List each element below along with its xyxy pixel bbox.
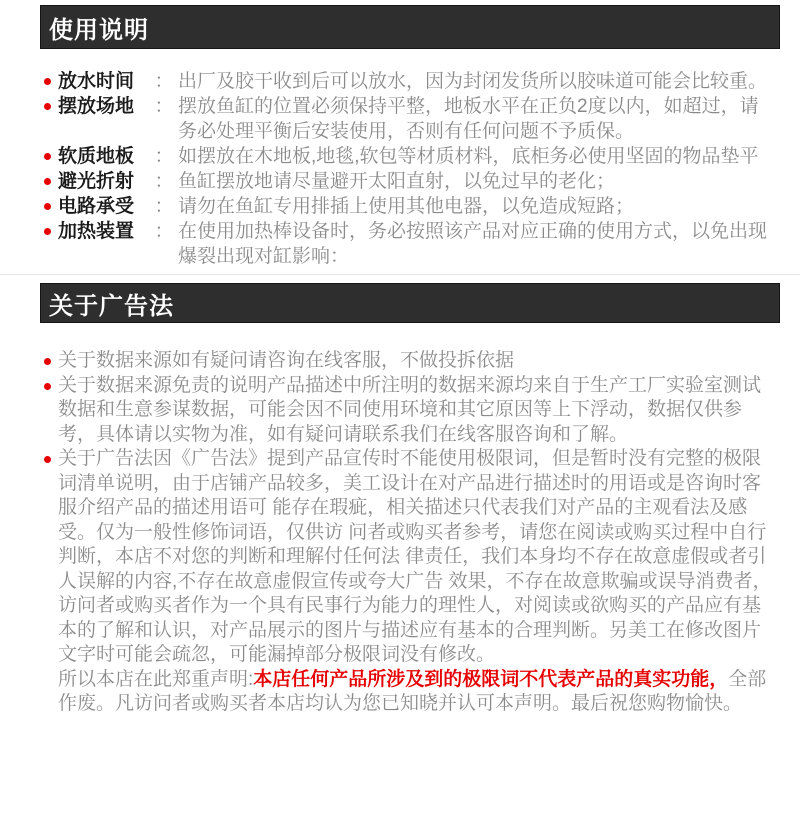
- store-declaration: [58, 668, 776, 717]
- usage-item-water-time: [40, 69, 776, 94]
- usage-section-header: [40, 5, 780, 49]
- declaration-suffix: 全部作废。凡访问者或购买者本店均认为您已知晓并认可本声明。最后祝您购物愉快。: [58, 668, 767, 714]
- declaration-prefix: 所以本店在此郑重声明:: [58, 668, 254, 690]
- label-separator: ：: [154, 171, 174, 192]
- adlaw-item-data-source: [40, 349, 776, 374]
- usage-item-text: 在使用加热棒设备时，务必按照该产品对应正确的使用方式，以免出现爆裂出现对缸影响：: [178, 221, 768, 267]
- usage-item-label: 避光折射: [58, 171, 135, 192]
- usage-item-circuit-load: [40, 194, 776, 219]
- usage-section-title: 使用说明: [49, 16, 149, 44]
- usage-item-soft-floor: [40, 144, 776, 169]
- usage-list: [40, 69, 776, 269]
- adlaw-item-extreme-words: [40, 447, 776, 717]
- bullet-icon: [44, 153, 51, 160]
- label-separator: ：: [154, 96, 174, 117]
- label-separator: ：: [154, 146, 174, 167]
- bullet-icon: [44, 103, 51, 110]
- usage-item-placement-site: [40, 94, 776, 144]
- usage-item-text: 摆放鱼缸的位置必须保持平整，地板水平在正负2度以内，如超过，请务必处理平衡后安装使用，否则有任何问题不予质保。: [178, 96, 759, 142]
- label-separator: ：: [154, 71, 174, 92]
- adlaw-item-body: [58, 447, 776, 717]
- usage-item-label: 软质地板: [58, 146, 135, 167]
- usage-item-label: 加热装置: [58, 221, 135, 242]
- section-divider: [0, 274, 800, 275]
- bullet-icon: [44, 203, 51, 210]
- bullet-icon: [44, 228, 51, 235]
- usage-item-label: 放水时间: [58, 71, 135, 92]
- declaration-highlight: 本店任何产品所涉及到的极限词不代表产品的真实功能，: [253, 668, 729, 690]
- usage-item-heating-device: [40, 219, 776, 269]
- usage-item-text: 如摆放在木地板,地毯,软包等材质材料，底柜务必使用坚固的物品垫平: [178, 146, 759, 167]
- label-separator: ：: [154, 196, 174, 217]
- adlaw-item-text: 关于数据来源如有疑问请咨询在线客服，不做投拆依据: [58, 350, 515, 371]
- bullet-icon: [44, 78, 51, 85]
- adlaw-list: [40, 349, 776, 717]
- product-description-page: [0, 5, 800, 817]
- adlaw-item-data-disclaimer: [40, 374, 776, 448]
- usage-item-text: 请勿在鱼缸专用排插上使用其他电器，以免造成短路；: [178, 196, 635, 217]
- bullet-icon: [44, 383, 51, 390]
- adlaw-section-header: [40, 283, 780, 323]
- bullet-icon: [44, 358, 51, 365]
- label-separator: ：: [154, 221, 174, 242]
- adlaw-item-text: 关于数据来源免责的说明产品描述中所注明的数据来源均来自于生产工厂实验室测试数据和生意参谋数据，可能会因不同使用环境和其它原因等上下浮动，数据仅供参考，具体请以实物为准，如有疑问请联系我们在线客服咨询和了解。: [58, 374, 762, 445]
- bullet-icon: [44, 456, 51, 463]
- usage-item-label: 摆放场地: [58, 96, 135, 117]
- usage-item-label: 电路承受: [58, 196, 135, 217]
- adlaw-section-title: 关于广告法: [49, 292, 174, 320]
- usage-item-avoid-sunlight: [40, 169, 776, 194]
- adlaw-item-text: 关于广告法因《广告法》提到产品宣传时不能使用极限词，但是暂时没有完整的极限词清单说明，由于店铺产品较多，美工设计在对产品进行描述时的用语或是咨询时客服介绍产品的描述用语可 能存在瑕疵，相关描述只代表我们对产品的主观看法及感受。仅为一般性修饰词语，仅供访 问者或购买者参考，请您在阅读或购买过程中自行判断，本店不对您的判断和理解付任何法 律责任，我们本身均不存在故意虚假或者引人误解的内容,不存在故意虚假宣传或夸大广告 效果，不存在故意欺骗或误导消费者，访问者或购买者作为一个具有民事行为能力的理性人，对阅读或欲购买的产品应有基本的了解和认识，对产品展示的图片与描述应有基本的合理判断。另美工在修改图片文字时可能会疏忽，可能漏掉部分极限词没有修改。: [58, 448, 772, 665]
- bullet-icon: [44, 178, 51, 185]
- usage-item-text: 出厂及胶干收到后可以放水，因为封闭发货所以胶味道可能会比较重。: [178, 71, 768, 92]
- usage-item-text: 鱼缸摆放地请尽量避开太阳直射，以免过早的老化；: [178, 171, 616, 192]
